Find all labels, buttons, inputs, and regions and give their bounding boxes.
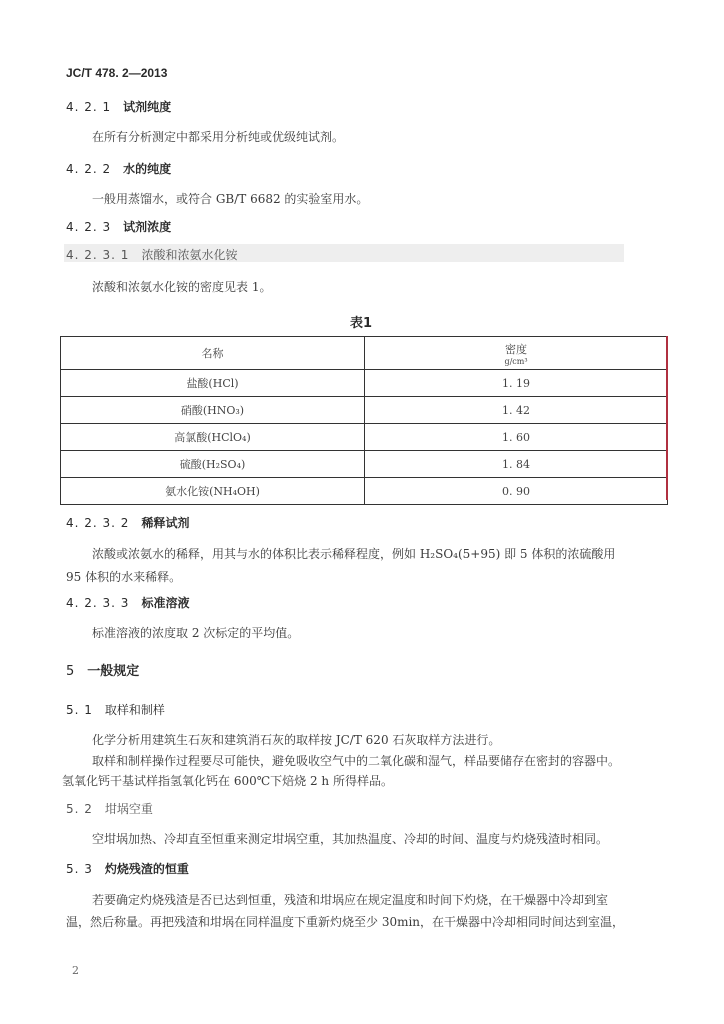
section-4-2-3-heading: [66, 218, 171, 235]
table-row: [61, 424, 668, 451]
document-header: JC/T 478. 2—2013: [66, 66, 168, 80]
paragraph-water-purity: 一般用蒸馏水，或符合 GB/T 6682 的实验室用水。: [92, 192, 369, 206]
paragraph-standard-solution: 标准溶液的浓度取 2 次标定的平均值。: [92, 626, 300, 640]
section-title: 水的纯度: [123, 162, 172, 176]
paragraph-reagent-purity: 在所有分析测定中都采用分析纯或优级纯试剂。: [92, 130, 345, 144]
density-table: [60, 336, 668, 505]
page-number: 2: [72, 964, 79, 977]
cell-density: 1. 84: [365, 451, 668, 478]
cell-name: 盐酸(HCl): [61, 370, 365, 397]
section-title: 灼烧残渣的恒重: [104, 862, 189, 876]
cell-density: 1. 60: [365, 424, 668, 451]
paragraph-dilution-line1: 浓酸或浓氨水的稀释，用其与水的体积比表示稀释程度，例如 H₂SO₄(5+95) 即 5 体积的浓硫酸用: [92, 547, 616, 561]
section-4-2-3-3-heading: [66, 594, 189, 611]
table-row: [61, 397, 668, 424]
table-row: [61, 451, 668, 478]
section-5-heading: [66, 660, 139, 679]
cell-density: 1. 42: [365, 397, 668, 424]
density-unit: g/cm³: [504, 356, 528, 366]
section-number: 5. 1: [66, 703, 93, 717]
section-title: 稀释试剂: [141, 516, 190, 530]
paragraph-crucible-weight: 空坩埚加热、冷却直至恒重来测定坩埚空重，其加热温度、冷却的时间、温度与灼烧残渣时相同。: [92, 832, 609, 846]
column-header-name: 名称: [61, 337, 365, 370]
section-number: 5: [66, 664, 76, 679]
section-5-1-heading: [66, 701, 165, 718]
section-number: 5. 3: [66, 862, 93, 876]
cell-name: 硫酸(H₂SO₄): [61, 451, 365, 478]
section-5-3-heading: [66, 860, 189, 877]
cell-density: 0. 90: [365, 478, 668, 505]
section-title: 试剂浓度: [123, 220, 172, 234]
section-number: 4. 2. 2: [66, 162, 112, 176]
section-number: 4. 2. 3. 2: [66, 516, 130, 530]
section-4-2-3-2-heading: [66, 514, 189, 531]
section-4-2-3-1-heading: [66, 246, 237, 263]
section-4-2-1-heading: [66, 98, 171, 115]
section-number: 5. 2: [66, 802, 93, 816]
paragraph-sampling-line3: 氢氧化钙干基试样指氢氧化钙在 600℃下焙烧 2 h 所得样品。: [62, 774, 393, 788]
table-row: [61, 478, 668, 505]
paragraph-sampling-line1: 化学分析用建筑生石灰和建筑消石灰的取样按 JC/T 620 石灰取样方法进行。: [92, 733, 501, 747]
section-title: 取样和制样: [104, 703, 165, 717]
section-number: 4. 2. 1: [66, 100, 112, 114]
scan-edge-mark: [666, 336, 668, 500]
column-header-density: [365, 337, 668, 370]
section-title: 浓酸和浓氨水化铵: [141, 248, 238, 262]
table-caption: 表1: [350, 316, 373, 331]
cell-density: 1. 19: [365, 370, 668, 397]
section-number: 4. 2. 3: [66, 220, 112, 234]
section-title: 试剂纯度: [123, 100, 172, 114]
section-5-2-heading: [66, 800, 153, 817]
cell-name: 氨水化铵(NH₄OH): [61, 478, 365, 505]
section-4-2-2-heading: [66, 160, 171, 177]
paragraph-constant-weight-line1: 若要确定灼烧残渣是否已达到恒重，残渣和坩埚应在规定温度和时间下灼烧，在干燥器中冷却到室: [92, 893, 609, 907]
section-number: 4. 2. 3. 3: [66, 596, 130, 610]
table-header-row: [61, 337, 668, 370]
section-title: 标准溶液: [141, 596, 190, 610]
table-row: [61, 370, 668, 397]
section-title: 一般规定: [87, 664, 140, 679]
paragraph-sampling-line2: 取样和制样操作过程要尽可能快，避免吸收空气中的二氧化碳和湿气，样品要储存在密封的容器中。: [92, 754, 621, 768]
paragraph-dilution-line2: 95 体积的水来稀释。: [66, 570, 182, 584]
section-title: 坩埚空重: [104, 802, 153, 816]
density-label: 密度: [505, 342, 527, 356]
paragraph-acid-density: 浓酸和浓氨水化铵的密度见表 1。: [92, 280, 272, 294]
paragraph-constant-weight-line2: 温，然后称量。再把残渣和坩埚在同样温度下重新灼烧至少 30min，在干燥器中冷却相同时间达到室温，: [66, 915, 625, 929]
cell-name: 高氯酸(HClO₄): [61, 424, 365, 451]
section-number: 4. 2. 3. 1: [66, 248, 130, 262]
cell-name: 硝酸(HNO₃): [61, 397, 365, 424]
